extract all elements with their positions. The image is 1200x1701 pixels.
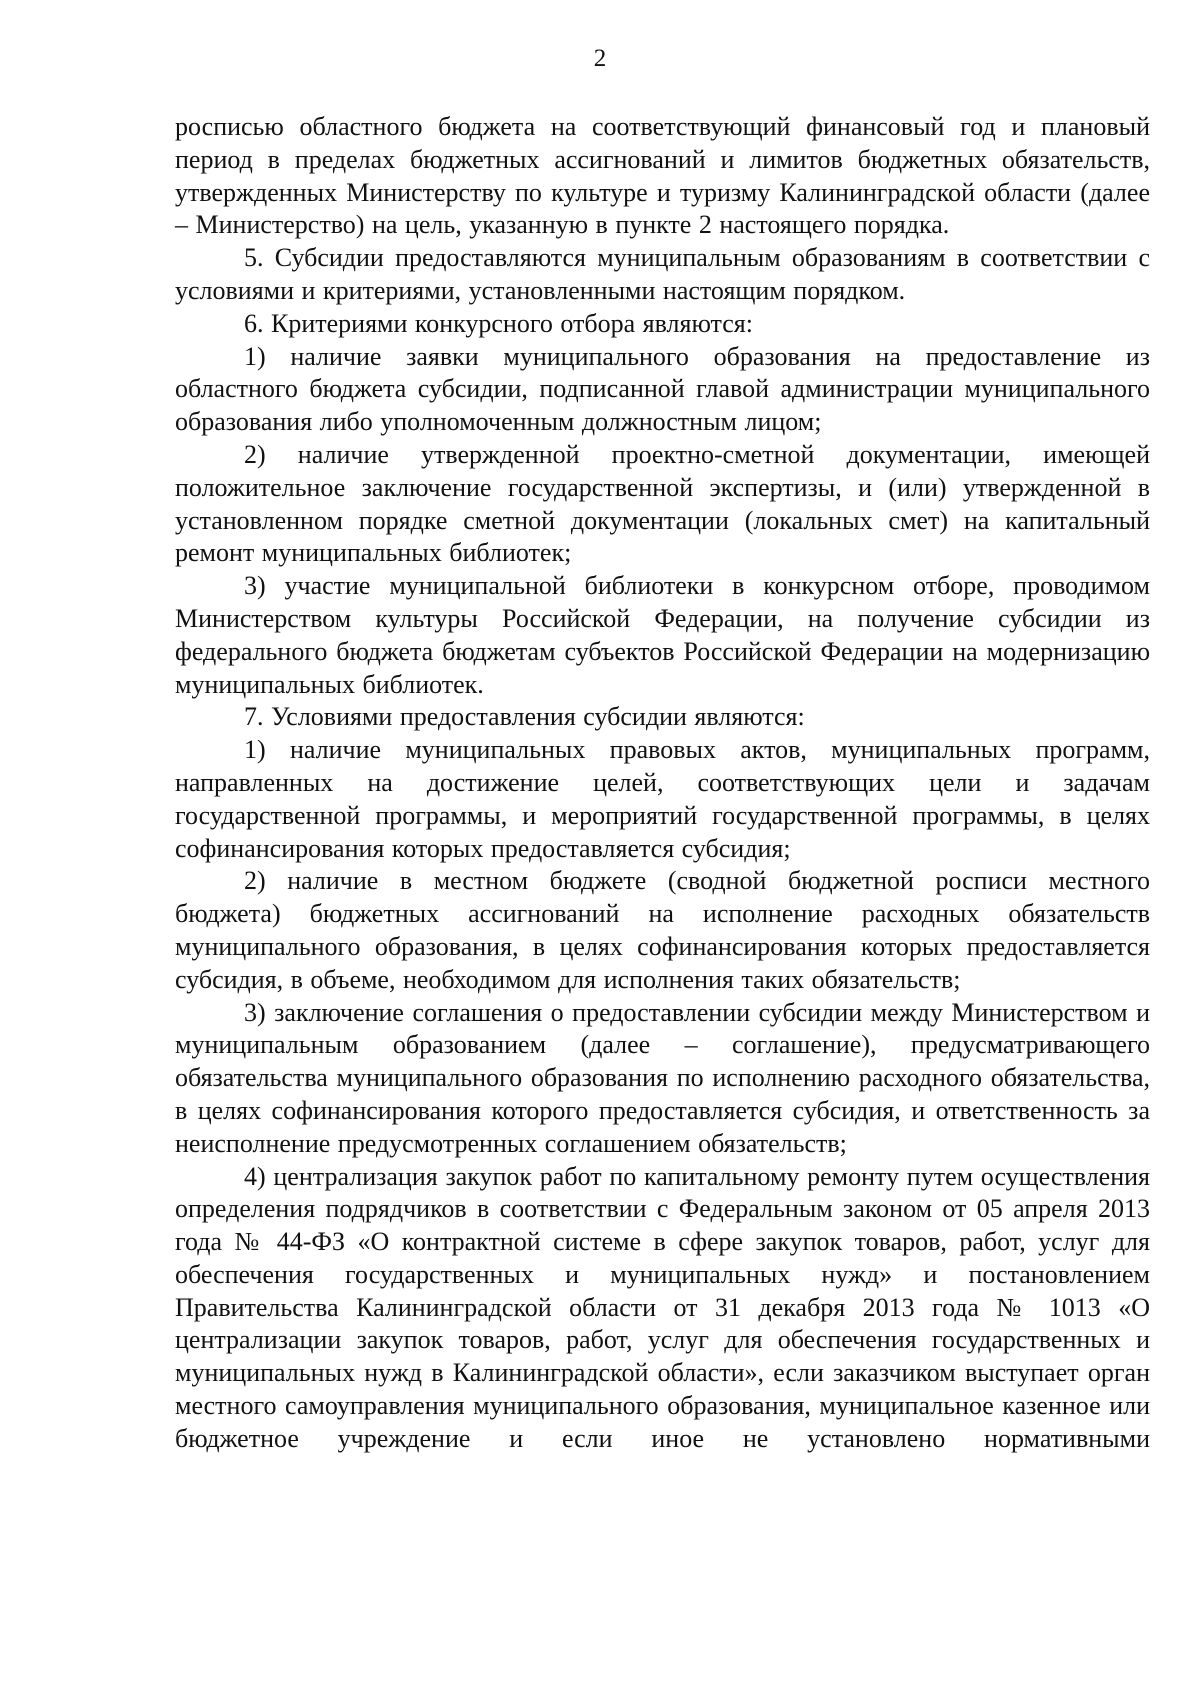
paragraph-item-6: 6. Критериями конкурсного отбора являются: <box>244 308 753 338</box>
paragraph-intro-continuation: росписью областного бюджета на соответствующий финансовый год и плановый период в пределах бюджетных ассигнований и лимитов бюджетных обязательств, утвержденных Министерству по культуре и туризму Калининградской области (далее – Министерство) на цель, указанную в пункте 2 настоящего порядка. <box>175 112 1150 240</box>
paragraph-item-6-3: 3) участие муниципальной библиотеки в конкурсном отборе, проводимом Министерством культуры Российской Федерации, на получение субсидии из федерального бюджета бюджетам субъектов Российской Федерации на модернизацию муниципальных библиотек. <box>175 571 1150 699</box>
paragraph-item-6-2: 2) наличие утвержденной проектно-сметной документации, имеющей положительное заключение государственной экспертизы, и (или) утвержденной в установленном порядке сметной документации (локальных смет) на капитальный ремонт муниципальных библиотек; <box>175 439 1150 568</box>
paragraph-item-7-4: 4) централизация закупок работ по капитальному ремонту путем осуществления определения подрядчиков в соответствии с Федеральным законом от 05 апреля 2013 года № 44-ФЗ «О контрактной системе в сфере закупок товаров, работ, услуг для обеспечения государственных и муниципальных нужд» и постановлением Правительства Калининградской области от 31 декабря 2013 года № 1013 «О централизации закупок товаров, работ, услуг для обеспечения государственных и муниципальных нужд в Калининградской области», если заказчиком выступает орган местного самоуправления муниципального образования, муниципальное казенное или бюджетное учреждение и если иное не установлено нормативными <box>175 1161 1150 1453</box>
document-body <box>175 111 1150 1456</box>
paragraph-item-7-1: 1) наличие муниципальных правовых актов, муниципальных программ, направленных на достижение целей, соответствующих цели и задачам государственной программы, и мероприятий государственной программы, в целях софинансирования которых предоставляется субсидия; <box>175 735 1150 863</box>
paragraph-item-6-1: 1) наличие заявки муниципального образования на предоставление из областного бюджета субсидии, подписанной главой администрации муниципального образования либо уполномоченным должностным лицом; <box>175 341 1150 437</box>
paragraph-item-5: 5. Субсидии предоставляются муниципальным образованиям в соответствии с условиями и критериями, установленными настоящим порядком. <box>175 243 1150 305</box>
paragraph-item-7: 7. Условиями предоставления субсидии являются: <box>244 702 805 732</box>
paragraph-item-7-2: 2) наличие в местном бюджете (сводной бюджетной росписи местного бюджета) бюджетных ассигнований на исполнение расходных обязательств муниципального образования, в целях софинансирования которых предоставляется субсидия, в объеме, необходимом для исполнения таких обязательств; <box>175 866 1150 994</box>
paragraph-item-7-3: 3) заключение соглашения о предоставлении субсидии между Министерством и муниципальным образованием (далее – соглашение), предусматривающего обязательства муниципального образования по исполнению расходного обязательства, в целях софинансирования которого предоставляется субсидия, и ответственность за неисполнение предусмотренных соглашением обязательств; <box>175 997 1150 1158</box>
page-number: 2 <box>593 45 607 72</box>
